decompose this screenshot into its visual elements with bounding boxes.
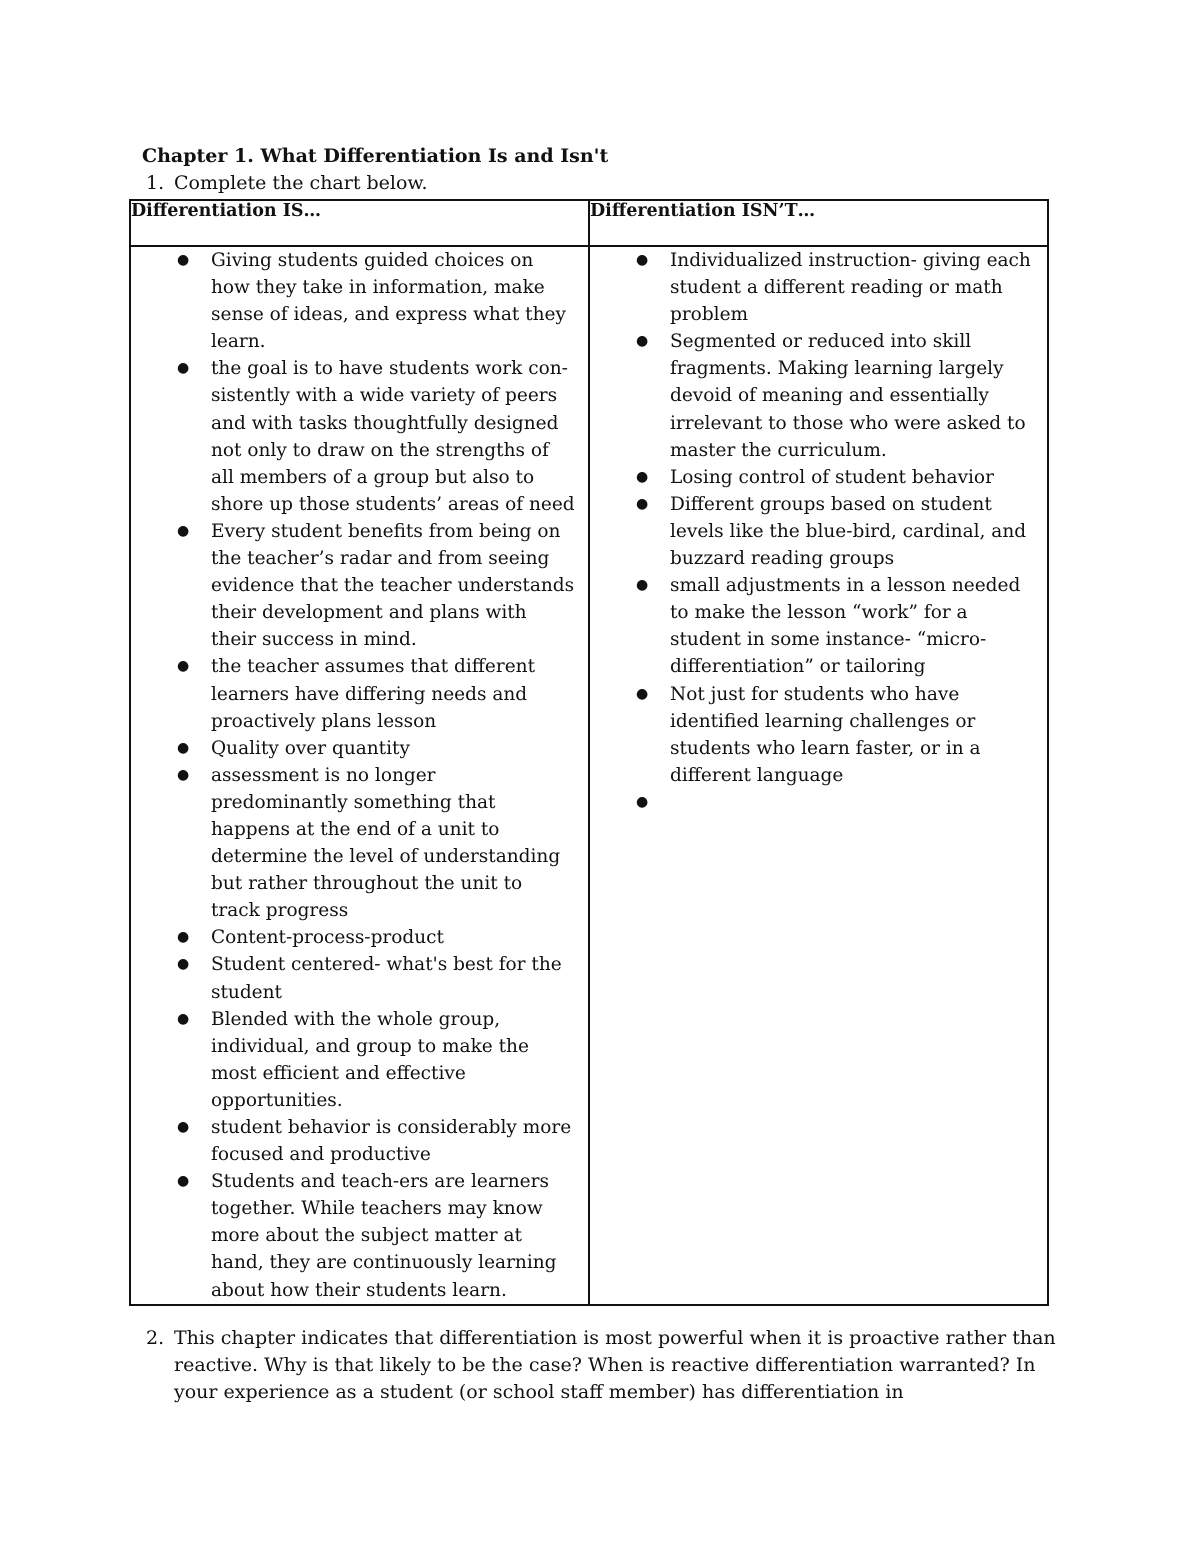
list-item-text: Not just for students who have identified learning challenges or students who learn faster, or in a different language (670, 683, 981, 786)
bullet-icon: ● (177, 766, 190, 783)
list-item-text: Student centered- what's best for the student (211, 954, 562, 1003)
list-item (177, 247, 576, 355)
list-item (177, 1168, 576, 1303)
bullet-icon: ● (636, 495, 649, 512)
list-item (177, 355, 576, 518)
chart-body-row (130, 246, 1048, 1305)
list-item (636, 681, 1039, 789)
list-item-text: Losing control of student behavior (670, 466, 994, 488)
list-item (177, 1006, 576, 1114)
isnt-column-cell (589, 246, 1048, 1305)
list-item (636, 572, 1039, 680)
list-item-text: Content-process-product (211, 927, 444, 949)
list-item (177, 653, 576, 734)
list-item (636, 328, 1039, 463)
bullet-icon: ● (177, 1119, 190, 1135)
bullet-icon: ● (177, 956, 190, 973)
chapter-heading: Chapter 1. What Differentiation Is and Isn't (142, 145, 609, 167)
bullet-icon: ● (636, 468, 649, 485)
bullet-icon: ● (177, 929, 190, 946)
bullet-icon: ● (177, 1173, 190, 1190)
list-item (177, 518, 576, 653)
list-item-text: assessment is no longer predominantly something that happens at the end of a unit to determine the level of understanding but rather throughout the unit to track progress (211, 764, 561, 922)
list-item (636, 464, 1039, 491)
bullet-icon: ● (177, 360, 190, 377)
list-item-text: small adjustments in a lesson needed to make the lesson “work” for a student in some instance- “micro-differentiation” or tailoring (670, 575, 1021, 678)
list-item-text: Individualized instruction- giving each student a different reading or math problem (670, 250, 1031, 326)
chart-header-row (130, 200, 1048, 246)
bullet-icon: ● (177, 739, 190, 756)
list-item-text: Students and teach-ers are learners together. While teachers may know more about the subject matter at hand, they are continuously learning about how their students learn. (211, 1171, 557, 1301)
list-item (177, 924, 576, 951)
list-item-text: Blended with the whole group, individual, and group to make the most efficient and effective opportunities. (211, 1008, 529, 1111)
header-differentiation-is: Differentiation IS… (130, 200, 589, 246)
bullet-icon: ● (177, 252, 190, 268)
question-2 (146, 1325, 1074, 1407)
bullet-icon: ● (636, 685, 649, 702)
list-item-text: student behavior is considerably more focused and productive (211, 1117, 572, 1166)
question-1-text: Complete the chart below. (174, 172, 428, 194)
list-item (177, 951, 576, 1005)
bullet-icon: ● (636, 252, 649, 268)
list-item-text: the goal is to have students work con-sistently with a wide variety of peers and with tasks thoughtfully designed not only to draw on the strengths of all members of a group but also to shore up those students’ areas of need (211, 358, 575, 515)
list-item-text: Segmented or reduced into skill fragments. Making learning largely devoid of meaning and essentially irrelevant to those who were asked to master the curriculum. (670, 331, 1026, 461)
header-differentiation-isnt: Differentiation ISN’T… (589, 200, 1048, 246)
list-item-text: Different groups based on student levels like the blue-bird, cardinal, and buzzard reading groups (670, 493, 1027, 570)
list-item-text: Giving students guided choices on how they take in information, make sense of ideas, and express what they learn. (211, 250, 566, 353)
bullet-icon: ● (636, 793, 649, 810)
bullet-icon: ● (177, 1010, 190, 1027)
bullet-icon: ● (636, 333, 649, 350)
bullet-icon: ● (636, 577, 649, 594)
isnt-list (590, 247, 1047, 810)
question-1-number: 1. (146, 172, 165, 194)
list-item-text: the teacher assumes that different learners have differing needs and proactively plans lesson (211, 656, 536, 732)
differentiation-chart (129, 199, 1049, 1306)
list-item (636, 247, 1039, 328)
list-item-text: Every student benefits from being on the teacher’s radar and from seeing evidence that the teacher understands their development and plans with their success in mind. (211, 520, 575, 651)
question-2-text: This chapter indicates that differentiation is most powerful when it is proactive rather than reactive. Why is that likely to be the case? When is reactive differentiation warranted? In your experience as a student (or school staff member) has differentiation in (174, 1327, 1056, 1404)
is-column-cell (130, 246, 589, 1305)
list-item (636, 491, 1039, 572)
bullet-icon: ● (177, 522, 190, 539)
question-1 (146, 170, 428, 197)
list-item (177, 735, 576, 762)
list-item (177, 762, 576, 925)
is-list (131, 247, 588, 1304)
list-item (177, 1114, 576, 1168)
bullet-icon: ● (177, 658, 190, 675)
list-item-text: Quality over quantity (211, 737, 410, 759)
question-2-number: 2. (146, 1327, 165, 1349)
